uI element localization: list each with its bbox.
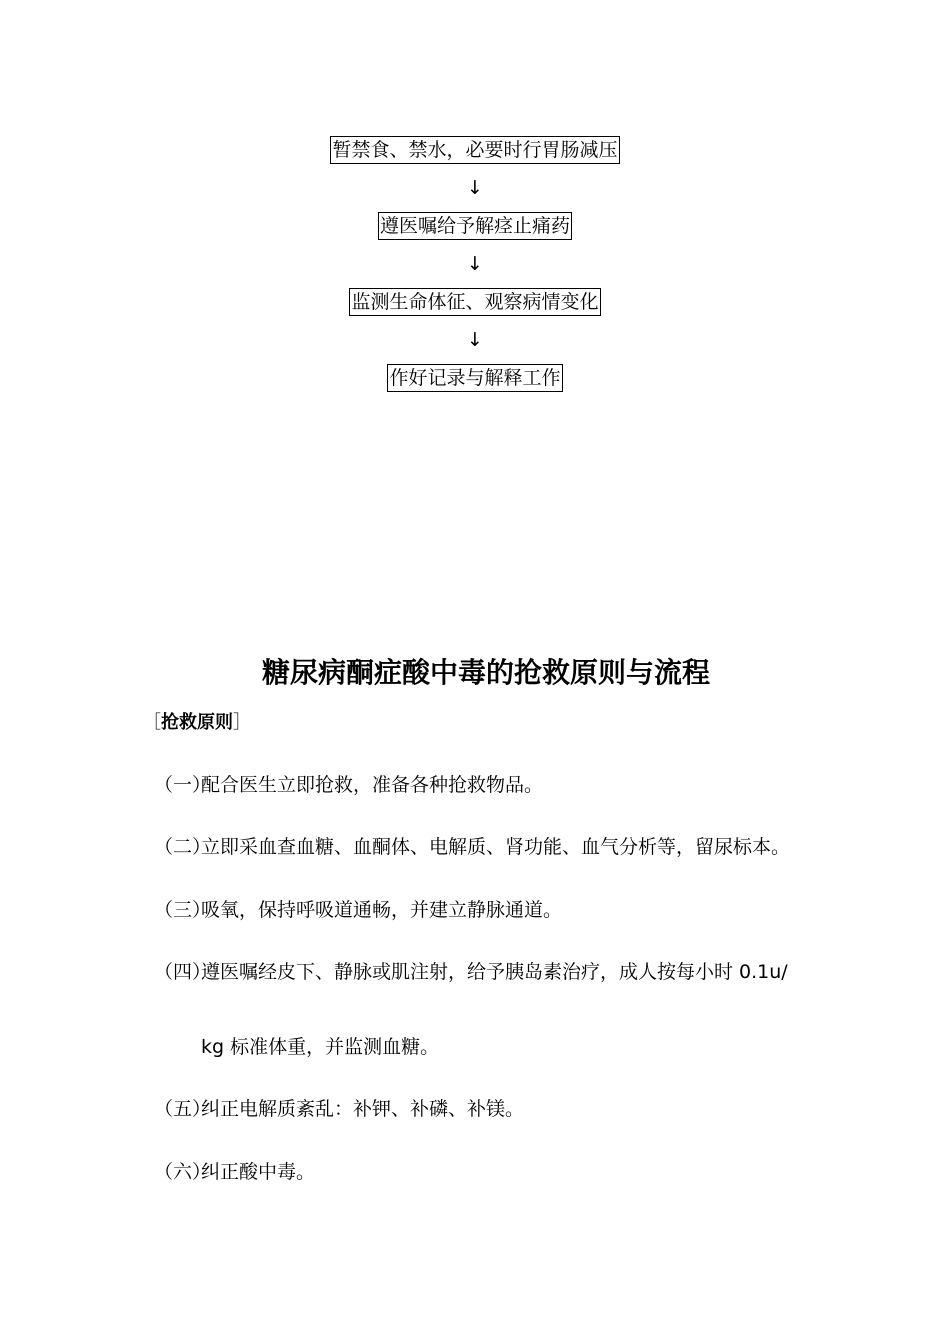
item-number: （三） — [154, 899, 212, 921]
item-text: 纠正酸中毒。 — [201, 1161, 316, 1183]
list-item — [154, 833, 790, 861]
item-text: 配合医生立即抢救，准备各种抢救物品。 — [201, 774, 544, 796]
page-title: 糖尿病酮症酸中毒的抢救原则与流程 — [261, 656, 710, 689]
list-item — [154, 896, 562, 924]
item-number: （六） — [154, 1161, 212, 1183]
down-arrow-icon: ↓ — [467, 177, 483, 199]
item-text: 吸氧，保持呼吸道通畅，并建立静脉通道。 — [201, 899, 563, 921]
flow-step-1: 暂禁食、禁水，必要时行胃肠减压 — [330, 136, 619, 164]
flow-step-3: 监测生命体征、观察病情变化 — [349, 288, 600, 316]
flowchart — [0, 136, 950, 392]
item-number: （四） — [154, 961, 212, 983]
section-label: 抢救原则 — [161, 712, 233, 733]
flow-step-2: 遵医嘱给予解痉止痛药 — [378, 212, 572, 240]
list-item — [154, 958, 788, 986]
down-arrow-icon: ↓ — [467, 253, 483, 275]
list-item — [154, 771, 543, 799]
item-number: （二） — [154, 836, 212, 858]
list-item — [154, 1158, 315, 1186]
section-open-bracket: ［ — [143, 712, 161, 733]
section-heading — [143, 710, 251, 736]
item-text: 遵医嘱经皮下、静脉或肌注射，给予胰岛素治疗，成人按每小时 0.1u/ — [201, 961, 788, 983]
item-text-continuation: kg 标准体重，并监测血糖。 — [201, 1036, 440, 1058]
item-number: （一） — [154, 774, 212, 796]
section-close-bracket: ］ — [233, 712, 251, 733]
down-arrow-icon: ↓ — [467, 329, 483, 351]
item-text: 纠正电解质紊乱：补钾、补磷、补镁。 — [201, 1098, 525, 1120]
item-number: （五） — [154, 1098, 212, 1120]
item-text: 立即采血查血糖、血酮体、电解质、肾功能、血气分析等，留尿标本。 — [201, 836, 791, 858]
list-item — [154, 1095, 524, 1123]
flow-step-4: 作好记录与解释工作 — [387, 364, 562, 392]
